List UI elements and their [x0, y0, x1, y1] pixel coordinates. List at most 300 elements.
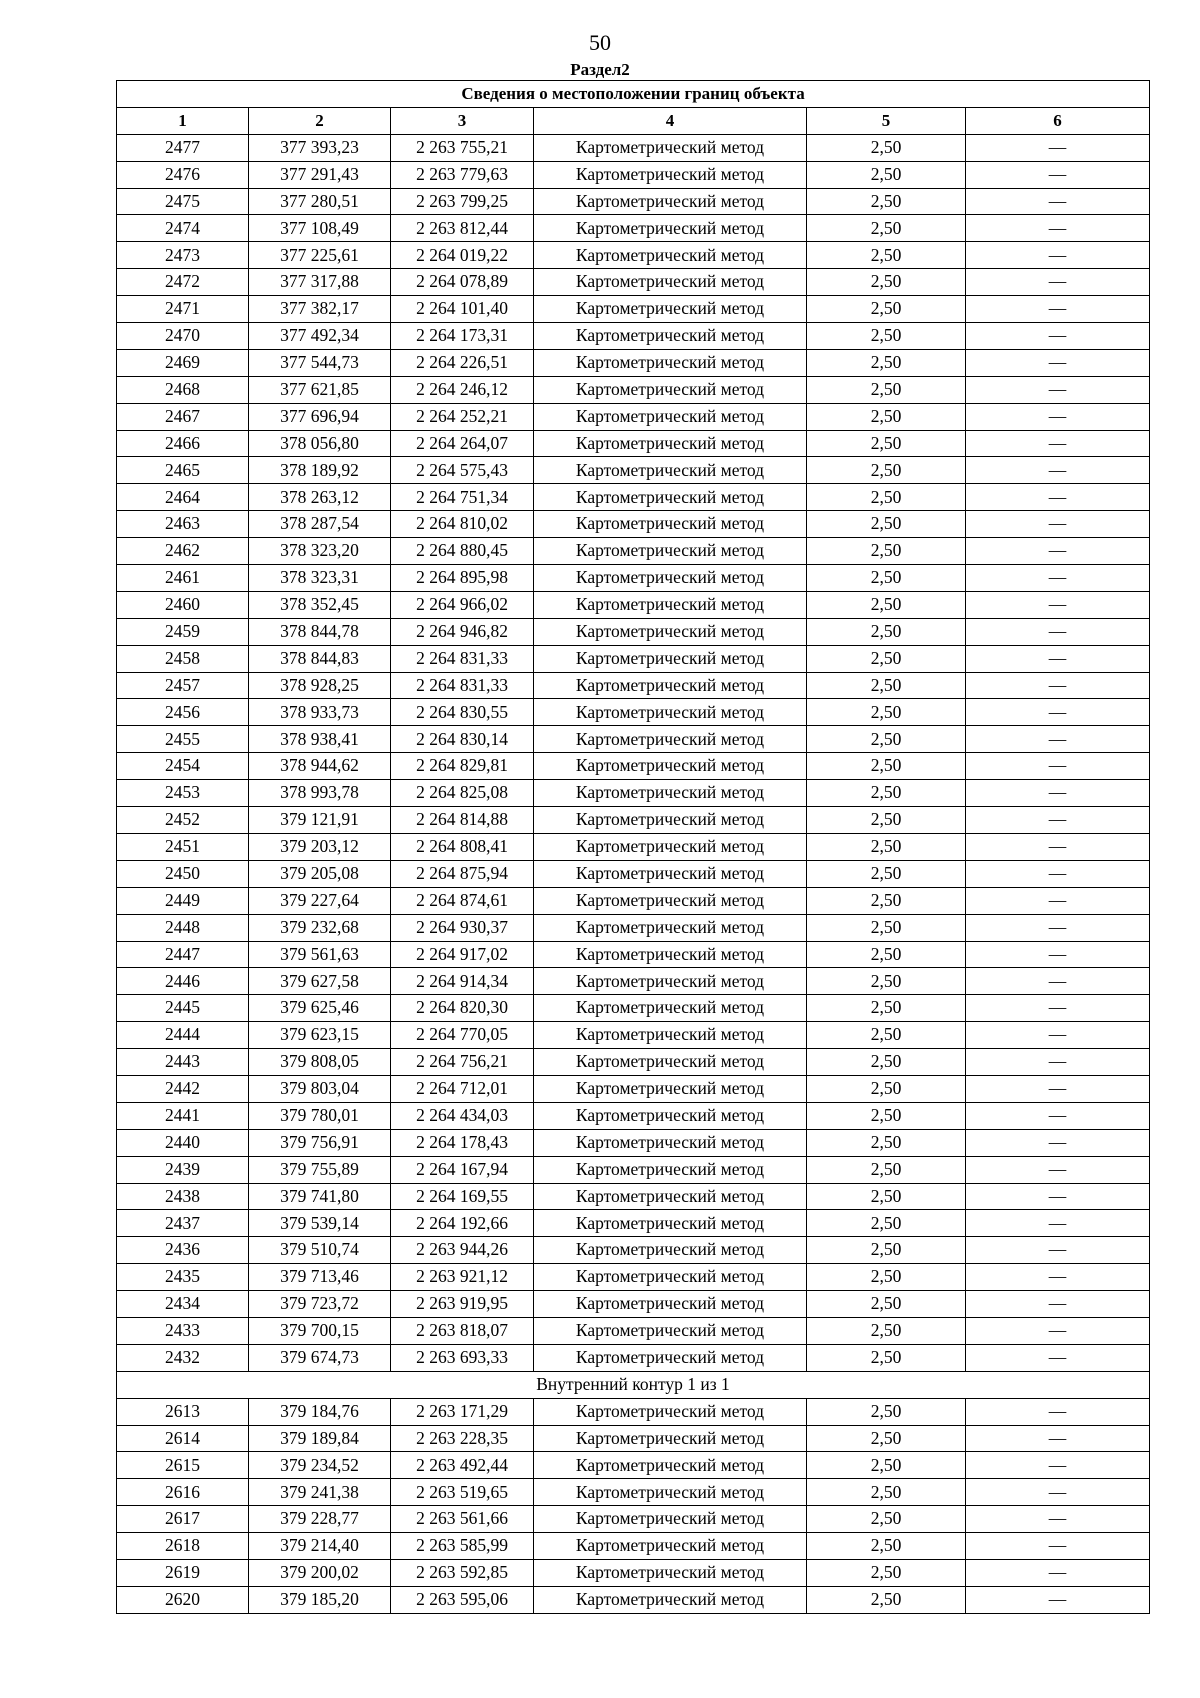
y-coordinate-cell: 2 264 966,02: [391, 591, 534, 618]
method-cell: Картометрический метод: [534, 860, 807, 887]
method-cell: Картометрический метод: [534, 1317, 807, 1344]
table-row: [117, 188, 1150, 215]
point-number-cell: 2467: [117, 403, 249, 430]
table-row: [117, 1291, 1150, 1318]
column-header-6: 6: [966, 107, 1150, 134]
description-cell: —: [966, 1264, 1150, 1291]
method-cell: Картометрический метод: [534, 242, 807, 269]
x-coordinate-cell: 379 803,04: [249, 1075, 391, 1102]
x-coordinate-cell: 378 263,12: [249, 484, 391, 511]
point-number-cell: 2459: [117, 618, 249, 645]
x-coordinate-cell: 379 214,40: [249, 1533, 391, 1560]
table-row: [117, 215, 1150, 242]
x-coordinate-cell: 379 713,46: [249, 1264, 391, 1291]
point-number-cell: 2452: [117, 807, 249, 834]
y-coordinate-cell: 2 264 178,43: [391, 1129, 534, 1156]
description-cell: —: [966, 1237, 1150, 1264]
y-coordinate-cell: 2 263 818,07: [391, 1317, 534, 1344]
x-coordinate-cell: 378 323,31: [249, 565, 391, 592]
y-coordinate-cell: 2 264 167,94: [391, 1156, 534, 1183]
description-cell: —: [966, 1398, 1150, 1425]
x-coordinate-cell: 378 993,78: [249, 780, 391, 807]
method-cell: Картометрический метод: [534, 968, 807, 995]
table-row: [117, 296, 1150, 323]
accuracy-cell: 2,50: [807, 753, 966, 780]
description-cell: —: [966, 188, 1150, 215]
accuracy-cell: 2,50: [807, 995, 966, 1022]
inner-contour-section: [117, 1371, 1150, 1398]
x-coordinate-cell: 377 382,17: [249, 296, 391, 323]
description-cell: —: [966, 1452, 1150, 1479]
description-cell: —: [966, 699, 1150, 726]
accuracy-cell: 2,50: [807, 430, 966, 457]
y-coordinate-cell: 2 264 831,33: [391, 672, 534, 699]
page-number: 50: [589, 30, 611, 55]
x-coordinate-cell: 379 184,76: [249, 1398, 391, 1425]
point-number-cell: 2474: [117, 215, 249, 242]
x-coordinate-cell: 377 280,51: [249, 188, 391, 215]
description-cell: —: [966, 753, 1150, 780]
point-number-cell: 2446: [117, 968, 249, 995]
point-number-cell: 2450: [117, 860, 249, 887]
y-coordinate-cell: 2 264 226,51: [391, 349, 534, 376]
description-cell: —: [966, 1022, 1150, 1049]
x-coordinate-cell: 378 189,92: [249, 457, 391, 484]
description-cell: —: [966, 591, 1150, 618]
method-cell: Картометрический метод: [534, 215, 807, 242]
method-cell: Картометрический метод: [534, 349, 807, 376]
method-cell: Картометрический метод: [534, 1344, 807, 1371]
x-coordinate-cell: 378 844,78: [249, 618, 391, 645]
inner-contour-label: Внутренний контур 1 из 1: [117, 1371, 1150, 1398]
description-cell: —: [966, 296, 1150, 323]
y-coordinate-cell: 2 264 434,03: [391, 1102, 534, 1129]
description-cell: —: [966, 403, 1150, 430]
accuracy-cell: 2,50: [807, 457, 966, 484]
boundary-coordinates-table: [116, 80, 1150, 1614]
point-number-cell: 2471: [117, 296, 249, 323]
method-cell: Картометрический метод: [534, 457, 807, 484]
x-coordinate-cell: 378 938,41: [249, 726, 391, 753]
method-cell: Картометрический метод: [534, 941, 807, 968]
x-coordinate-cell: 378 944,62: [249, 753, 391, 780]
accuracy-cell: 2,50: [807, 1425, 966, 1452]
table-row: [117, 1022, 1150, 1049]
table-row: [117, 968, 1150, 995]
y-coordinate-cell: 2 264 264,07: [391, 430, 534, 457]
inner-contour-row: [117, 1371, 1150, 1398]
y-coordinate-cell: 2 264 019,22: [391, 242, 534, 269]
accuracy-cell: 2,50: [807, 403, 966, 430]
table-row: [117, 1102, 1150, 1129]
accuracy-cell: 2,50: [807, 968, 966, 995]
table-row: [117, 1344, 1150, 1371]
y-coordinate-cell: 2 264 914,34: [391, 968, 534, 995]
method-cell: Картометрический метод: [534, 376, 807, 403]
description-cell: —: [966, 618, 1150, 645]
table-row: [117, 430, 1150, 457]
description-cell: —: [966, 887, 1150, 914]
table-row: [117, 914, 1150, 941]
y-coordinate-cell: 2 263 519,65: [391, 1479, 534, 1506]
table-row: [117, 349, 1150, 376]
point-number-cell: 2460: [117, 591, 249, 618]
method-cell: Картометрический метод: [534, 1237, 807, 1264]
accuracy-cell: 2,50: [807, 1049, 966, 1076]
x-coordinate-cell: 377 225,61: [249, 242, 391, 269]
method-cell: Картометрический метод: [534, 1398, 807, 1425]
description-cell: —: [966, 833, 1150, 860]
description-cell: —: [966, 1129, 1150, 1156]
table-row: [117, 1452, 1150, 1479]
accuracy-cell: 2,50: [807, 323, 966, 350]
accuracy-cell: 2,50: [807, 1022, 966, 1049]
y-coordinate-cell: 2 263 921,12: [391, 1264, 534, 1291]
accuracy-cell: 2,50: [807, 1479, 966, 1506]
y-coordinate-cell: 2 263 812,44: [391, 215, 534, 242]
section-title: Раздел2: [570, 60, 630, 79]
point-number-cell: 2436: [117, 1237, 249, 1264]
method-cell: Картометрический метод: [534, 484, 807, 511]
method-cell: Картометрический метод: [534, 1452, 807, 1479]
column-header-4: 4: [534, 107, 807, 134]
y-coordinate-cell: 2 263 693,33: [391, 1344, 534, 1371]
y-coordinate-cell: 2 264 917,02: [391, 941, 534, 968]
table-row: [117, 161, 1150, 188]
y-coordinate-cell: 2 264 246,12: [391, 376, 534, 403]
method-cell: Картометрический метод: [534, 726, 807, 753]
method-cell: Картометрический метод: [534, 134, 807, 161]
table-row: [117, 780, 1150, 807]
description-cell: —: [966, 1559, 1150, 1586]
point-number-cell: 2441: [117, 1102, 249, 1129]
accuracy-cell: 2,50: [807, 1291, 966, 1318]
x-coordinate-cell: 379 241,38: [249, 1479, 391, 1506]
method-cell: Картометрический метод: [534, 565, 807, 592]
method-cell: Картометрический метод: [534, 1264, 807, 1291]
method-cell: Картометрический метод: [534, 807, 807, 834]
y-coordinate-cell: 2 263 585,99: [391, 1533, 534, 1560]
accuracy-cell: 2,50: [807, 1129, 966, 1156]
x-coordinate-cell: 379 232,68: [249, 914, 391, 941]
x-coordinate-cell: 378 844,83: [249, 645, 391, 672]
table-row: [117, 1210, 1150, 1237]
x-coordinate-cell: 379 755,89: [249, 1156, 391, 1183]
y-coordinate-cell: 2 264 830,14: [391, 726, 534, 753]
table-row: [117, 995, 1150, 1022]
table-row: [117, 887, 1150, 914]
accuracy-cell: 2,50: [807, 1506, 966, 1533]
description-cell: —: [966, 215, 1150, 242]
column-number-row: [117, 107, 1150, 134]
point-number-cell: 2433: [117, 1317, 249, 1344]
y-coordinate-cell: 2 264 874,61: [391, 887, 534, 914]
table-row: [117, 941, 1150, 968]
x-coordinate-cell: 377 317,88: [249, 269, 391, 296]
point-number-cell: 2457: [117, 672, 249, 699]
table-caption: Сведения о местоположении границ объекта: [117, 81, 1150, 108]
point-number-cell: 2461: [117, 565, 249, 592]
y-coordinate-cell: 2 263 755,21: [391, 134, 534, 161]
x-coordinate-cell: 377 544,73: [249, 349, 391, 376]
accuracy-cell: 2,50: [807, 1344, 966, 1371]
accuracy-cell: 2,50: [807, 188, 966, 215]
point-number-cell: 2462: [117, 538, 249, 565]
table-row: [117, 1425, 1150, 1452]
y-coordinate-cell: 2 264 173,31: [391, 323, 534, 350]
x-coordinate-cell: 379 539,14: [249, 1210, 391, 1237]
accuracy-cell: 2,50: [807, 914, 966, 941]
description-cell: —: [966, 349, 1150, 376]
table-row: [117, 538, 1150, 565]
table-row: [117, 484, 1150, 511]
description-cell: —: [966, 726, 1150, 753]
table-row: [117, 1533, 1150, 1560]
y-coordinate-cell: 2 264 575,43: [391, 457, 534, 484]
table-row: [117, 1237, 1150, 1264]
point-number-cell: 2434: [117, 1291, 249, 1318]
x-coordinate-cell: 379 741,80: [249, 1183, 391, 1210]
description-cell: —: [966, 860, 1150, 887]
description-cell: —: [966, 968, 1150, 995]
table-row: [117, 1156, 1150, 1183]
table-row: [117, 1479, 1150, 1506]
method-cell: Картометрический метод: [534, 538, 807, 565]
table-row: [117, 672, 1150, 699]
y-coordinate-cell: 2 264 946,82: [391, 618, 534, 645]
method-cell: Картометрический метод: [534, 161, 807, 188]
point-number-cell: 2448: [117, 914, 249, 941]
table-row: [117, 807, 1150, 834]
accuracy-cell: 2,50: [807, 376, 966, 403]
description-cell: —: [966, 1586, 1150, 1613]
y-coordinate-cell: 2 264 192,66: [391, 1210, 534, 1237]
accuracy-cell: 2,50: [807, 672, 966, 699]
x-coordinate-cell: 378 933,73: [249, 699, 391, 726]
method-cell: Картометрический метод: [534, 699, 807, 726]
method-cell: Картометрический метод: [534, 1586, 807, 1613]
accuracy-cell: 2,50: [807, 1533, 966, 1560]
table-row: [117, 269, 1150, 296]
point-number-cell: 2620: [117, 1586, 249, 1613]
accuracy-cell: 2,50: [807, 591, 966, 618]
y-coordinate-cell: 2 263 561,66: [391, 1506, 534, 1533]
point-number-cell: 2438: [117, 1183, 249, 1210]
point-number-cell: 2477: [117, 134, 249, 161]
method-cell: Картометрический метод: [534, 995, 807, 1022]
point-number-cell: 2617: [117, 1506, 249, 1533]
y-coordinate-cell: 2 264 101,40: [391, 296, 534, 323]
table-row: [117, 323, 1150, 350]
x-coordinate-cell: 379 227,64: [249, 887, 391, 914]
accuracy-cell: 2,50: [807, 941, 966, 968]
method-cell: Картометрический метод: [534, 296, 807, 323]
accuracy-cell: 2,50: [807, 215, 966, 242]
table-row: [117, 1264, 1150, 1291]
method-cell: Картометрический метод: [534, 1559, 807, 1586]
table-row: [117, 753, 1150, 780]
x-coordinate-cell: 379 723,72: [249, 1291, 391, 1318]
point-number-cell: 2472: [117, 269, 249, 296]
x-coordinate-cell: 377 696,94: [249, 403, 391, 430]
point-number-cell: 2613: [117, 1398, 249, 1425]
x-coordinate-cell: 379 674,73: [249, 1344, 391, 1371]
table-row: [117, 1317, 1150, 1344]
y-coordinate-cell: 2 264 712,01: [391, 1075, 534, 1102]
table-row: [117, 1506, 1150, 1533]
description-cell: —: [966, 323, 1150, 350]
point-number-cell: 2439: [117, 1156, 249, 1183]
y-coordinate-cell: 2 263 228,35: [391, 1425, 534, 1452]
y-coordinate-cell: 2 264 252,21: [391, 403, 534, 430]
point-number-cell: 2437: [117, 1210, 249, 1237]
accuracy-cell: 2,50: [807, 484, 966, 511]
point-number-cell: 2444: [117, 1022, 249, 1049]
method-cell: Картометрический метод: [534, 269, 807, 296]
point-number-cell: 2615: [117, 1452, 249, 1479]
point-number-cell: 2435: [117, 1264, 249, 1291]
y-coordinate-cell: 2 263 944,26: [391, 1237, 534, 1264]
column-header-3: 3: [391, 107, 534, 134]
y-coordinate-cell: 2 264 831,33: [391, 645, 534, 672]
method-cell: Картометрический метод: [534, 645, 807, 672]
description-cell: —: [966, 914, 1150, 941]
point-number-cell: 2451: [117, 833, 249, 860]
x-coordinate-cell: 379 205,08: [249, 860, 391, 887]
method-cell: Картометрический метод: [534, 1129, 807, 1156]
description-cell: —: [966, 1210, 1150, 1237]
accuracy-cell: 2,50: [807, 511, 966, 538]
point-number-cell: 2445: [117, 995, 249, 1022]
x-coordinate-cell: 377 492,34: [249, 323, 391, 350]
y-coordinate-cell: 2 264 830,55: [391, 699, 534, 726]
table-row: [117, 1183, 1150, 1210]
description-cell: —: [966, 1183, 1150, 1210]
y-coordinate-cell: 2 264 825,08: [391, 780, 534, 807]
outer-contour-rows: [117, 134, 1150, 1371]
accuracy-cell: 2,50: [807, 860, 966, 887]
table-row: [117, 457, 1150, 484]
method-cell: Картометрический метод: [534, 1075, 807, 1102]
method-cell: Картометрический метод: [534, 591, 807, 618]
accuracy-cell: 2,50: [807, 699, 966, 726]
method-cell: Картометрический метод: [534, 403, 807, 430]
y-coordinate-cell: 2 264 895,98: [391, 565, 534, 592]
method-cell: Картометрический метод: [534, 188, 807, 215]
table-row: [117, 1049, 1150, 1076]
accuracy-cell: 2,50: [807, 1398, 966, 1425]
table-row: [117, 860, 1150, 887]
x-coordinate-cell: 379 185,20: [249, 1586, 391, 1613]
accuracy-cell: 2,50: [807, 1586, 966, 1613]
x-coordinate-cell: 378 352,45: [249, 591, 391, 618]
method-cell: Картометрический метод: [534, 1425, 807, 1452]
x-coordinate-cell: 378 323,20: [249, 538, 391, 565]
y-coordinate-cell: 2 264 751,34: [391, 484, 534, 511]
table-row: [117, 618, 1150, 645]
point-number-cell: 2454: [117, 753, 249, 780]
method-cell: Картометрический метод: [534, 672, 807, 699]
description-cell: —: [966, 807, 1150, 834]
method-cell: Картометрический метод: [534, 914, 807, 941]
description-cell: —: [966, 161, 1150, 188]
point-number-cell: 2616: [117, 1479, 249, 1506]
accuracy-cell: 2,50: [807, 780, 966, 807]
x-coordinate-cell: 379 780,01: [249, 1102, 391, 1129]
description-cell: —: [966, 1156, 1150, 1183]
x-coordinate-cell: 379 203,12: [249, 833, 391, 860]
column-header-2: 2: [249, 107, 391, 134]
description-cell: —: [966, 941, 1150, 968]
x-coordinate-cell: 379 808,05: [249, 1049, 391, 1076]
x-coordinate-cell: 378 287,54: [249, 511, 391, 538]
method-cell: Картометрический метод: [534, 887, 807, 914]
accuracy-cell: 2,50: [807, 538, 966, 565]
method-cell: Картометрический метод: [534, 1210, 807, 1237]
description-cell: —: [966, 780, 1150, 807]
x-coordinate-cell: 377 621,85: [249, 376, 391, 403]
table-row: [117, 1559, 1150, 1586]
description-cell: —: [966, 242, 1150, 269]
description-cell: —: [966, 1425, 1150, 1452]
x-coordinate-cell: 377 393,23: [249, 134, 391, 161]
description-cell: —: [966, 1317, 1150, 1344]
accuracy-cell: 2,50: [807, 1237, 966, 1264]
y-coordinate-cell: 2 264 829,81: [391, 753, 534, 780]
table-row: [117, 403, 1150, 430]
accuracy-cell: 2,50: [807, 296, 966, 323]
method-cell: Картометрический метод: [534, 323, 807, 350]
method-cell: Картометрический метод: [534, 1506, 807, 1533]
y-coordinate-cell: 2 263 799,25: [391, 188, 534, 215]
accuracy-cell: 2,50: [807, 161, 966, 188]
point-number-cell: 2475: [117, 188, 249, 215]
method-cell: Картометрический метод: [534, 511, 807, 538]
description-cell: —: [966, 995, 1150, 1022]
y-coordinate-cell: 2 264 169,55: [391, 1183, 534, 1210]
accuracy-cell: 2,50: [807, 1559, 966, 1586]
y-coordinate-cell: 2 264 078,89: [391, 269, 534, 296]
method-cell: Картометрический метод: [534, 1049, 807, 1076]
accuracy-cell: 2,50: [807, 269, 966, 296]
accuracy-cell: 2,50: [807, 349, 966, 376]
description-cell: —: [966, 457, 1150, 484]
method-cell: Картометрический метод: [534, 1479, 807, 1506]
method-cell: Картометрический метод: [534, 1022, 807, 1049]
description-cell: —: [966, 1344, 1150, 1371]
table-row: [117, 699, 1150, 726]
x-coordinate-cell: 379 200,02: [249, 1559, 391, 1586]
point-number-cell: 2618: [117, 1533, 249, 1560]
table-row: [117, 833, 1150, 860]
x-coordinate-cell: 379 561,63: [249, 941, 391, 968]
y-coordinate-cell: 2 264 820,30: [391, 995, 534, 1022]
point-number-cell: 2614: [117, 1425, 249, 1452]
table-row: [117, 376, 1150, 403]
method-cell: Картометрический метод: [534, 780, 807, 807]
x-coordinate-cell: 378 928,25: [249, 672, 391, 699]
point-number-cell: 2442: [117, 1075, 249, 1102]
table-row: [117, 1075, 1150, 1102]
point-number-cell: 2456: [117, 699, 249, 726]
x-coordinate-cell: 377 291,43: [249, 161, 391, 188]
accuracy-cell: 2,50: [807, 645, 966, 672]
description-cell: —: [966, 376, 1150, 403]
point-number-cell: 2464: [117, 484, 249, 511]
point-number-cell: 2455: [117, 726, 249, 753]
y-coordinate-cell: 2 264 930,37: [391, 914, 534, 941]
description-cell: —: [966, 538, 1150, 565]
